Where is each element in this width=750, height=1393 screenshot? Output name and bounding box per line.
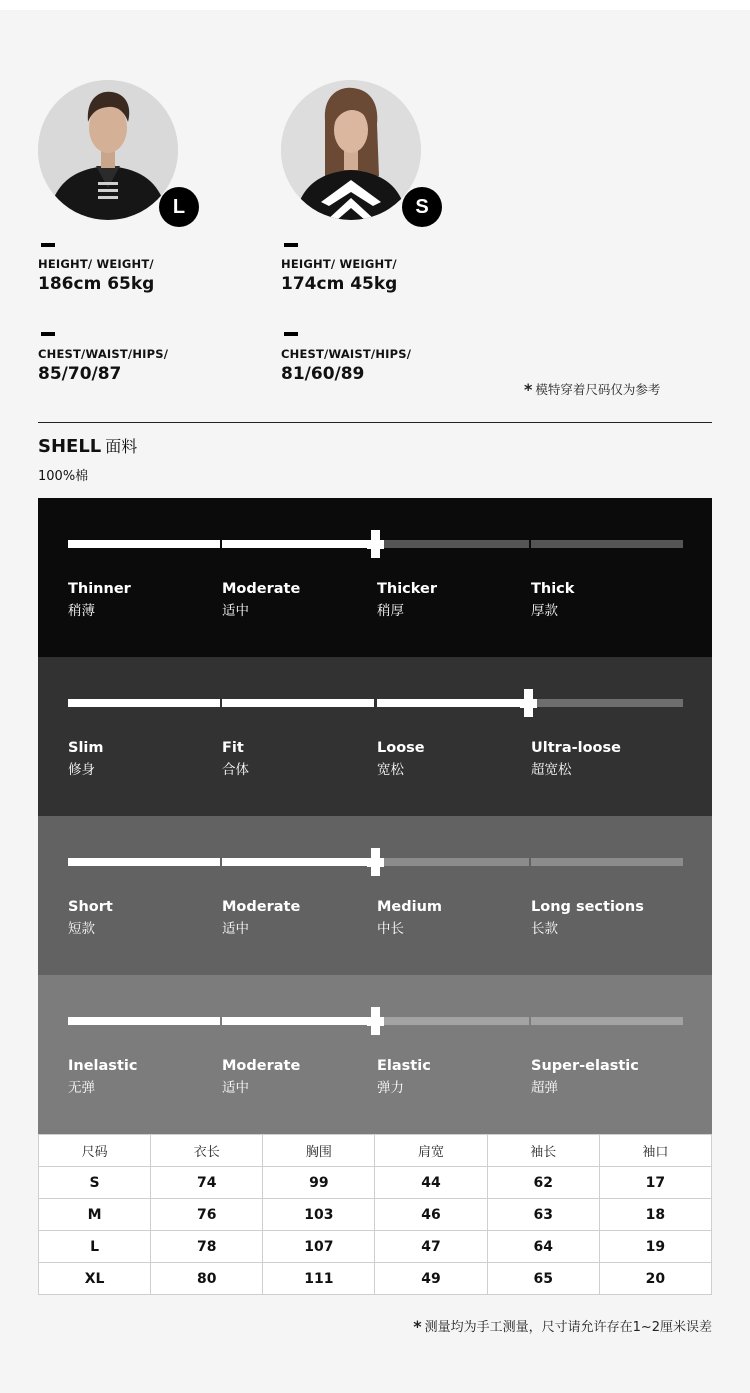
scale-segment (222, 699, 374, 707)
size-badge: S (402, 187, 442, 227)
scale-label (68, 581, 131, 619)
table-cell: 76 (151, 1199, 263, 1231)
table-row (39, 1167, 712, 1199)
footnote-text: 测量均为手工测量，尺寸请允许存在1~2厘米误差 (424, 1320, 712, 1335)
scale-segment (222, 540, 374, 548)
scale-label-cn: 超弹 (531, 1080, 558, 1096)
shell-title-cn: 面料 (105, 437, 138, 456)
table-cell: 74 (151, 1167, 263, 1199)
scale-label (531, 740, 621, 778)
scale-band-elasticity (38, 975, 712, 1134)
table-cell: 46 (375, 1199, 487, 1231)
dash-mark (41, 332, 55, 336)
shell-title: SHELL (38, 436, 102, 457)
female-model-photo (281, 80, 421, 220)
scale-label-en: Moderate (222, 581, 301, 597)
table-cell: 103 (263, 1199, 375, 1231)
scale-label-cn: 适中 (222, 603, 249, 619)
table-cell: 17 (599, 1167, 711, 1199)
scale-label-cn: 中长 (377, 921, 404, 937)
height-weight-value: 174cm 45kg (281, 274, 398, 294)
table-cell: 65 (487, 1263, 599, 1295)
size-badge: L (159, 187, 199, 227)
scale-segment (222, 858, 374, 866)
scale-segment (531, 1017, 683, 1025)
scale-label (222, 1058, 300, 1096)
scale-label-en: Moderate (222, 899, 301, 915)
scale-label-cn: 合体 (222, 762, 249, 778)
header-cell: 尺码 (39, 1135, 151, 1167)
table-row (39, 1199, 712, 1231)
scale-label-en: Slim (68, 740, 104, 756)
scale-segment (531, 699, 683, 707)
header-cell: 袖长 (487, 1135, 599, 1167)
model-size-note-text: 模特穿着尺码仅为参考 (535, 382, 661, 397)
measurements-label: CHEST/WAIST/HIPS/ (281, 347, 412, 361)
scale-segment (68, 540, 220, 548)
table-cell: 111 (263, 1263, 375, 1295)
scale-label-en: Inelastic (68, 1058, 138, 1074)
scale-segment (68, 699, 220, 707)
scale-band-length (38, 816, 712, 975)
scale-label (222, 581, 300, 619)
scale-label-en: Thicker (377, 581, 438, 597)
scale-label (377, 1058, 431, 1096)
scale-label-en: Loose (377, 740, 425, 756)
scale-label-cn: 长款 (531, 921, 558, 937)
table-cell: 44 (375, 1167, 487, 1199)
scale-label-cn: 宽松 (377, 762, 404, 778)
scale-segment (531, 858, 683, 866)
table-cell: S (39, 1167, 151, 1199)
shell-heading (38, 434, 137, 457)
shell-material: 100%棉 (38, 469, 89, 484)
table-cell: 20 (599, 1263, 711, 1295)
size-table (38, 1134, 712, 1295)
measurement-footnote (413, 1316, 712, 1336)
scale-marker-crossbar (367, 1017, 384, 1026)
measurements-label: CHEST/WAIST/HIPS/ (38, 347, 169, 361)
table-cell: 99 (263, 1167, 375, 1199)
male-model-photo (38, 80, 178, 220)
top-strip (0, 0, 750, 10)
scale-marker-crossbar (367, 858, 384, 867)
scale-segment (222, 1017, 374, 1025)
table-cell: 49 (375, 1263, 487, 1295)
scale-label-en: Moderate (222, 1058, 301, 1074)
height-weight-label: HEIGHT/ WEIGHT/ (38, 257, 154, 271)
scale-label (68, 740, 104, 778)
header-cell: 袖口 (599, 1135, 711, 1167)
header-cell: 胸围 (263, 1135, 375, 1167)
scale-label-en: Short (68, 899, 113, 915)
scale-label-en: Super-elastic (531, 1058, 639, 1074)
height-weight-label: HEIGHT/ WEIGHT/ (281, 257, 397, 271)
scale-marker-crossbar (520, 699, 537, 708)
scale-label-cn: 适中 (222, 921, 249, 937)
scale-label (222, 740, 249, 778)
section-divider (38, 422, 712, 423)
scale-segment (68, 1017, 220, 1025)
table-cell: 64 (487, 1231, 599, 1263)
scale-label-cn: 适中 (222, 1080, 249, 1096)
scale-label-cn: 修身 (68, 762, 95, 778)
scale-label-en: Medium (377, 899, 443, 915)
scale-label (68, 1058, 137, 1096)
scale-label-cn: 短款 (68, 921, 95, 937)
scale-label-en: Elastic (377, 1058, 431, 1074)
scale-label-cn: 厚款 (531, 603, 558, 619)
scale-label (222, 899, 300, 937)
size-table-header-row (39, 1135, 712, 1167)
scale-label (377, 581, 437, 619)
scale-label-en: Long sections (531, 899, 644, 915)
scale-label (531, 899, 644, 937)
table-cell: XL (39, 1263, 151, 1295)
table-cell: 62 (487, 1167, 599, 1199)
table-cell: L (39, 1231, 151, 1263)
scale-label (68, 899, 113, 937)
scale-label-cn: 无弹 (68, 1080, 95, 1096)
scale-label (377, 740, 425, 778)
scale-label-en: Thick (531, 581, 575, 597)
table-cell: 80 (151, 1263, 263, 1295)
table-cell: 18 (599, 1199, 711, 1231)
table-cell: 107 (263, 1231, 375, 1263)
height-weight-value: 186cm 65kg (38, 274, 155, 294)
scale-label-cn: 稍薄 (68, 603, 95, 619)
header-cell: 衣长 (151, 1135, 263, 1167)
asterisk-icon: * (524, 380, 533, 399)
scale-label-en: Thinner (68, 581, 131, 597)
scale-label-cn: 稍厚 (377, 603, 404, 619)
dash-mark (284, 243, 298, 247)
scale-label-en: Fit (222, 740, 244, 756)
scale-label-cn: 超宽松 (531, 762, 572, 778)
dash-mark (41, 243, 55, 247)
scale-label-en: Ultra-loose (531, 740, 621, 756)
table-row (39, 1263, 712, 1295)
scale-segment (377, 699, 529, 707)
table-cell: M (39, 1199, 151, 1231)
scale-band-thickness (38, 498, 712, 657)
table-cell: 19 (599, 1231, 711, 1263)
scale-band-fit (38, 657, 712, 816)
header-cell: 肩宽 (375, 1135, 487, 1167)
measurements-value: 81/60/89 (281, 364, 365, 384)
scale-label (531, 581, 574, 619)
scale-segment (377, 858, 529, 866)
dash-mark (284, 332, 298, 336)
table-cell: 47 (375, 1231, 487, 1263)
scale-segment (377, 540, 529, 548)
asterisk-icon: * (413, 1317, 422, 1336)
scale-segment (377, 1017, 529, 1025)
scale-segment (531, 540, 683, 548)
table-cell: 78 (151, 1231, 263, 1263)
table-row (39, 1231, 712, 1263)
measurements-value: 85/70/87 (38, 364, 122, 384)
scale-label (531, 1058, 639, 1096)
model-size-note (524, 380, 660, 399)
scale-segment (68, 858, 220, 866)
table-cell: 63 (487, 1199, 599, 1231)
scale-label-cn: 弹力 (377, 1080, 404, 1096)
scale-marker-crossbar (367, 540, 384, 549)
scale-label (377, 899, 442, 937)
